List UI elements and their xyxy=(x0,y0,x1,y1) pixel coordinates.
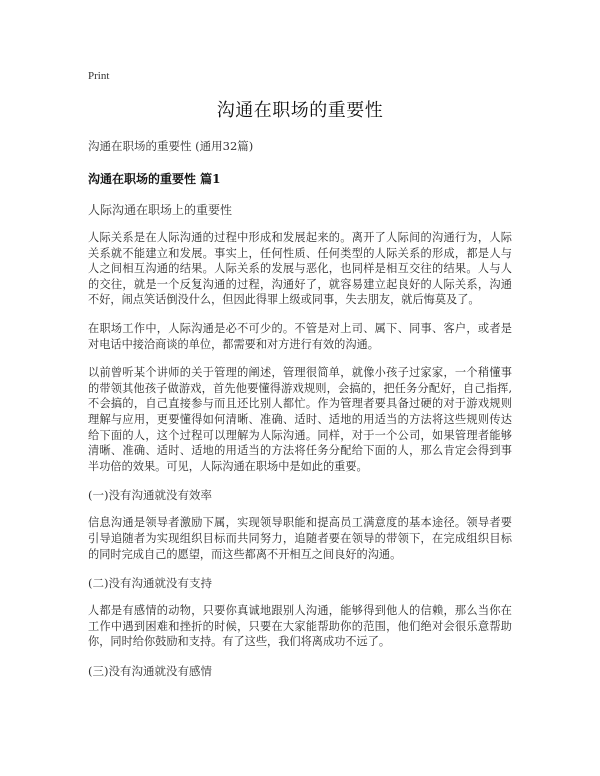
sub-heading-support: (二)没有沟通就没有支持 xyxy=(88,576,212,591)
paragraph-leadership: 信息沟通是领导者激励下属，实现领导职能和提高员工满意度的基本途径。领导者要引导追随者为实现组织目标而共同努力，追随者要在领导的带领下，在完成组织目标的同时完成自己的愿望，而这些都离不开相互之间良好的沟通。 xyxy=(88,516,512,561)
paragraph-emotion: 人都是有感情的动物，只要你真诚地跟别人沟通，能够得到他人的信赖，那么当你在工作中遇到困难和挫折的时候，只要在大家能帮助你的范围，他们绝对会很乐意帮助你，同时给你鼓励和支持。有了这些，我们将离成功不远了。 xyxy=(88,604,512,649)
paragraph-management: 以前曾听某个讲师的关于管理的阐述，管理很简单，就像小孩子过家家，一个稍懂事的带领其他孩子做游戏，首先他要懂得游戏规则，会搞的，把任务分配好，自己指挥,不会搞的，自己直接参与而且还比别人都忙。作为管理者要具备过硬的对于游戏规则理解与应用，更要懂得如何清晰、准确、适时、适地的用适当的方法将这些规则传达给下面的人，这个过程可以理解为人际沟通。同样，对于一个公司，如果管理者能够清晰、准确、适时、适地的用适当的方法将任务分配给下面的人，那么肯定会得到事半功倍的效果。可见，人际沟通在职场中是如此的重要。 xyxy=(88,366,512,473)
paragraph-interpersonal-relations: 人际关系是在人际沟通的过程中形成和发展起来的。离开了人际间的沟通行为，人际关系就不能建立和发展。事实上，任何性质、任何类型的人际关系的形成，都是人与人之间相互沟通的结果。人际关系的发展与恶化，也同样是相互交往的结果。人与人的交往，就是一个反复沟通的过程，沟通好了，就容易建立起良好的人际关系，沟通不好，闹点笑话倒没什么，但因此得罪上级或同事，失去朋友，就后悔莫及了。 xyxy=(88,231,512,307)
print-link[interactable]: Print xyxy=(88,70,110,82)
sub-heading-feelings: (三)没有沟通就没有感情 xyxy=(88,663,212,678)
document-subtitle: 沟通在职场的重要性 (通用32篇) xyxy=(88,139,254,153)
document-title: 沟通在职场的重要性 xyxy=(216,100,384,121)
sub-heading-efficiency: (一)没有沟通就没有效率 xyxy=(88,488,212,503)
paragraph-workplace-communication: 在职场工作中，人际沟通是必不可少的。不管是对上司、属下、同事、客户，或者是对电话中接洽商谈的单位，都需要和对方进行有效的沟通。 xyxy=(88,321,512,351)
section-heading: 沟通在职场的重要性 篇1 xyxy=(88,172,221,186)
topic-heading: 人际沟通在职场上的重要性 xyxy=(88,203,233,217)
